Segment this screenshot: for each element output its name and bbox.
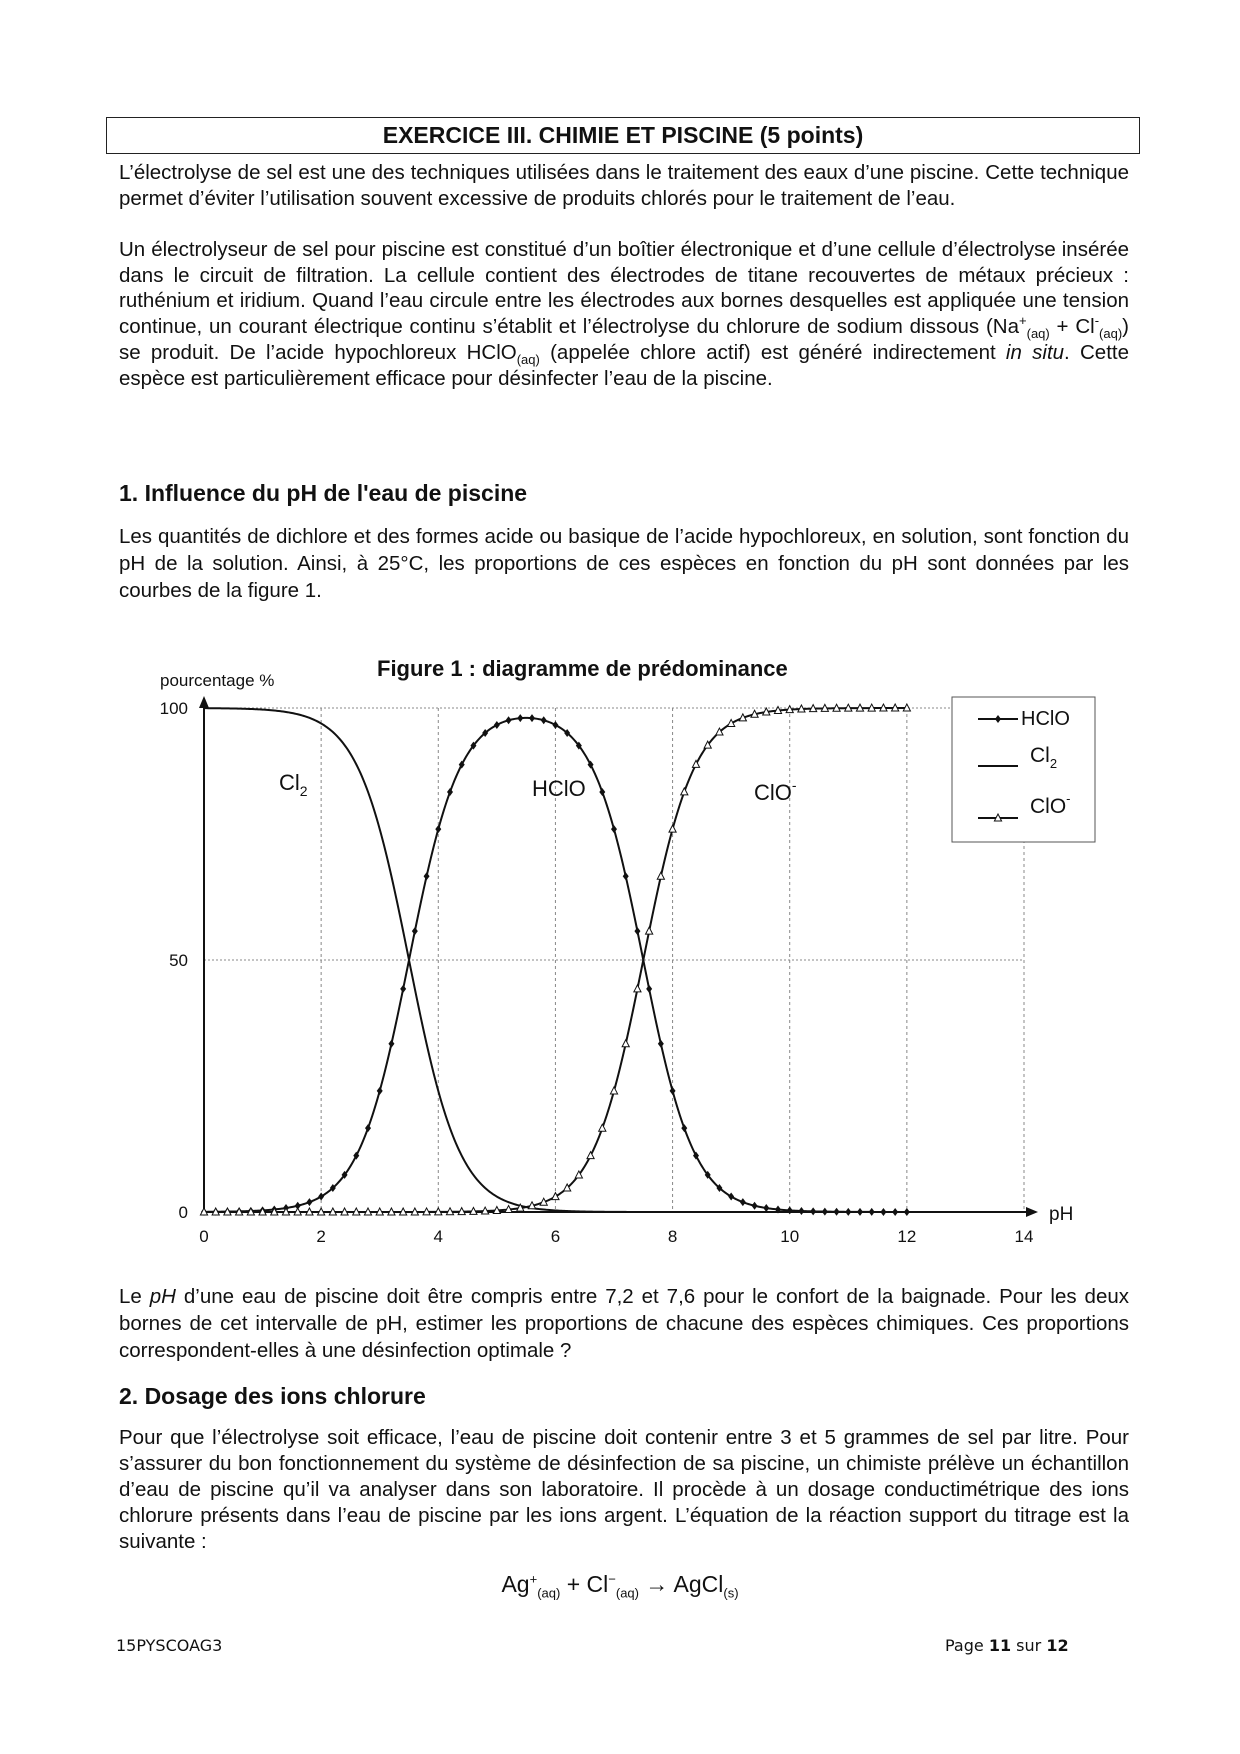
marker-hclo <box>529 714 535 722</box>
marker-hclo <box>670 1087 676 1095</box>
footer-of-word: sur <box>1011 1636 1047 1655</box>
eq-ag-charge: + <box>529 1571 538 1587</box>
question-text-a: Le <box>119 1285 150 1308</box>
footer-page-number <box>945 1636 1069 1655</box>
marker-hclo <box>728 1193 734 1201</box>
na-state: (aq) <box>1026 326 1050 342</box>
chart-title: Figure 1 : diagramme de prédominance <box>377 656 788 681</box>
question-text-b: d’une eau de piscine doit être compris entre 7,2 et 7,6 pour le confort de la baignade. Pour les deux bornes de cet intervalle de pH, estimer les proportions de chacune des espèces chimiques. Ces proportions correspondent-elles à une désinfection optimale ? <box>119 1285 1130 1362</box>
x-tick-label-0: 0 <box>199 1227 209 1246</box>
intro-p2-plus: + Cl <box>1049 315 1095 339</box>
footer-page-total: 12 <box>1046 1636 1069 1655</box>
section-1-question <box>119 1283 1129 1364</box>
x-tick-label-12: 12 <box>897 1227 917 1246</box>
curve-label-base: ClO <box>754 780 792 805</box>
curve-label-sup: - <box>791 777 797 793</box>
marker-hclo <box>412 927 418 935</box>
marker-clo <box>610 1087 617 1094</box>
eq-cl-charge: − <box>608 1571 616 1587</box>
eq-ag: Ag <box>501 1571 530 1597</box>
y-axis-label: pourcentage % <box>160 671 275 690</box>
marker-hclo <box>494 721 500 729</box>
x-tick-label-4: 4 <box>433 1227 444 1246</box>
marker-hclo <box>740 1198 746 1206</box>
intro-p2-text-b: ) se produit. De l’acide hypochloreux HClO <box>119 315 1129 364</box>
legend-label-base: HClO <box>1021 708 1070 730</box>
marker-hclo <box>634 927 640 935</box>
curve-label-sub: 2 <box>299 783 308 799</box>
y-tick-label-50: 50 <box>169 951 188 970</box>
chart-axes <box>199 696 1038 1217</box>
marker-hclo <box>552 721 558 729</box>
marker-clo <box>681 788 688 795</box>
marker-hclo <box>424 872 430 880</box>
section-1-heading: 1. Influence du pH de l'eau de piscine <box>119 480 528 506</box>
titration-equation <box>0 1571 1240 1601</box>
marker-clo <box>657 872 664 879</box>
x-axis-label: pH <box>1049 1204 1074 1225</box>
marker-clo <box>599 1124 606 1131</box>
marker-hclo <box>318 1193 324 1201</box>
x-tick-label-6: 6 <box>550 1227 561 1246</box>
chart-grid <box>204 708 1024 1212</box>
marker-hclo <box>435 825 441 833</box>
chart-legend <box>952 697 1095 842</box>
intro-p2-text-d: . Cette espèce est particulièrement efficace pour désinfecter l’eau de la piscine. <box>119 340 1129 390</box>
eq-ag-state: (aq) <box>537 1585 561 1601</box>
chart-text <box>160 656 1074 1246</box>
section-2-text: Pour que l’électrolyse soit efficace, l’eau de piscine doit contenir entre 3 et 5 grammes de sel par litre. Pour s’assurer du bon fonctionnement du système de désinfection de sa piscine, un chimiste prélève un échantillon d’eau de piscine qu’il va analyser dans son laboratoire. Il procède à un dosage conductimétrique des ions chlorure présents dans l’eau de piscine par les ions argent. L’équation de la réaction support du titrage est la suivante : <box>119 1426 1129 1553</box>
y-tick-label-0: 0 <box>178 1203 188 1222</box>
footer-page-word: Page <box>945 1636 989 1655</box>
marker-hclo <box>646 985 652 993</box>
intro-p2-text-a: Un électrolyseur de sel pour piscine est constitué d’un boîtier électronique et d’une cellule d’électrolyse insérée dans le circuit de filtration. La cellule contient des électrodes de titane recouvertes de métaux précieux : ruthénium et iridium. Quand l’eau circule entre les électrodes aux bornes desquelles est appliquée une tension continue, un courant électrique continu s’établit et l’électrolyse du chlorure de sodium dissous (Na <box>119 238 1129 339</box>
curve-label-hclo <box>532 776 586 801</box>
legend-label-base: ClO <box>1030 795 1067 818</box>
marker-hclo <box>658 1040 664 1048</box>
marker-hclo <box>541 716 547 724</box>
curve-label-cl2 <box>279 770 308 799</box>
marker-hclo <box>306 1198 312 1206</box>
eq-cl-state: (aq) <box>615 1585 639 1601</box>
marker-hclo <box>787 1206 793 1214</box>
marker-clo <box>634 985 641 992</box>
marker-hclo <box>506 716 512 724</box>
section-1-text: Les quantités de dichlore et des formes acide ou basique de l’acide hypochloreux, en solution, sont fonction du pH de la solution. Ainsi, à 25°C, les proportions de ces espèces en fonction du pH sont données par les courbes de la figure 1. <box>119 525 1129 602</box>
marker-hclo <box>388 1040 394 1048</box>
curve-label-base: Cl <box>279 770 300 795</box>
curve-label-base: HClO <box>532 776 586 801</box>
y-tick-label-100: 100 <box>159 699 188 718</box>
hclo-state: (aq) <box>516 351 540 367</box>
in-situ-italic: in situ <box>1005 340 1065 364</box>
x-tick-label-8: 8 <box>667 1227 678 1246</box>
intro-paragraph-1: L’électrolyse de sel est une des techniques utilisées dans le traitement des eaux d’une piscine. Cette technique permet d’éviter l’utilisation souvent excessive de produits chlorés pour le traitement de l’eau. <box>119 161 1129 210</box>
section-2-heading: 2. Dosage des ions chlorure <box>119 1383 426 1409</box>
legend-label-clominus <box>1030 791 1071 818</box>
x-axis-arrow <box>1026 1207 1038 1217</box>
cl-charge: - <box>1094 313 1100 329</box>
x-tick-label-2: 2 <box>316 1227 326 1246</box>
legend-label-sub: 2 <box>1049 756 1058 771</box>
y-axis-arrow <box>199 696 209 708</box>
cl-state: (aq) <box>1099 326 1123 342</box>
marker-hclo <box>611 825 617 833</box>
x-tick-label-10: 10 <box>780 1227 800 1246</box>
marker-hclo <box>517 714 523 722</box>
legend-label-sup: - <box>1066 791 1071 806</box>
eq-agcl-state: (s) <box>723 1585 739 1601</box>
marker-clo <box>669 825 676 832</box>
marker-hclo <box>763 1204 769 1212</box>
marker-hclo <box>752 1202 758 1210</box>
marker-hclo <box>798 1207 804 1215</box>
na-charge: + <box>1019 313 1027 329</box>
footer-code: 15PYSCOAG3 <box>116 1636 223 1655</box>
x-tick-label-14: 14 <box>1014 1227 1034 1246</box>
eq-arrow-agcl: → AgCl <box>638 1571 724 1597</box>
marker-clo <box>622 1040 629 1047</box>
marker-hclo <box>377 1087 383 1095</box>
intro-p2-text-c: (appelée chlore actif) est généré indirectement <box>539 340 1006 364</box>
legend-label-base: Cl <box>1030 744 1050 767</box>
marker-hclo <box>400 985 406 993</box>
curve-label-clominus <box>754 777 797 805</box>
marker-hclo <box>623 872 629 880</box>
marker-clo <box>646 927 653 934</box>
eq-cl: + Cl <box>560 1571 609 1597</box>
footer-page-num: 11 <box>988 1636 1012 1655</box>
legend-label-hclo <box>1021 708 1070 730</box>
exercise-title: EXERCICE III. CHIMIE ET PISCINE (5 points) <box>106 117 1140 154</box>
question-ph-italic: pH <box>149 1285 176 1308</box>
